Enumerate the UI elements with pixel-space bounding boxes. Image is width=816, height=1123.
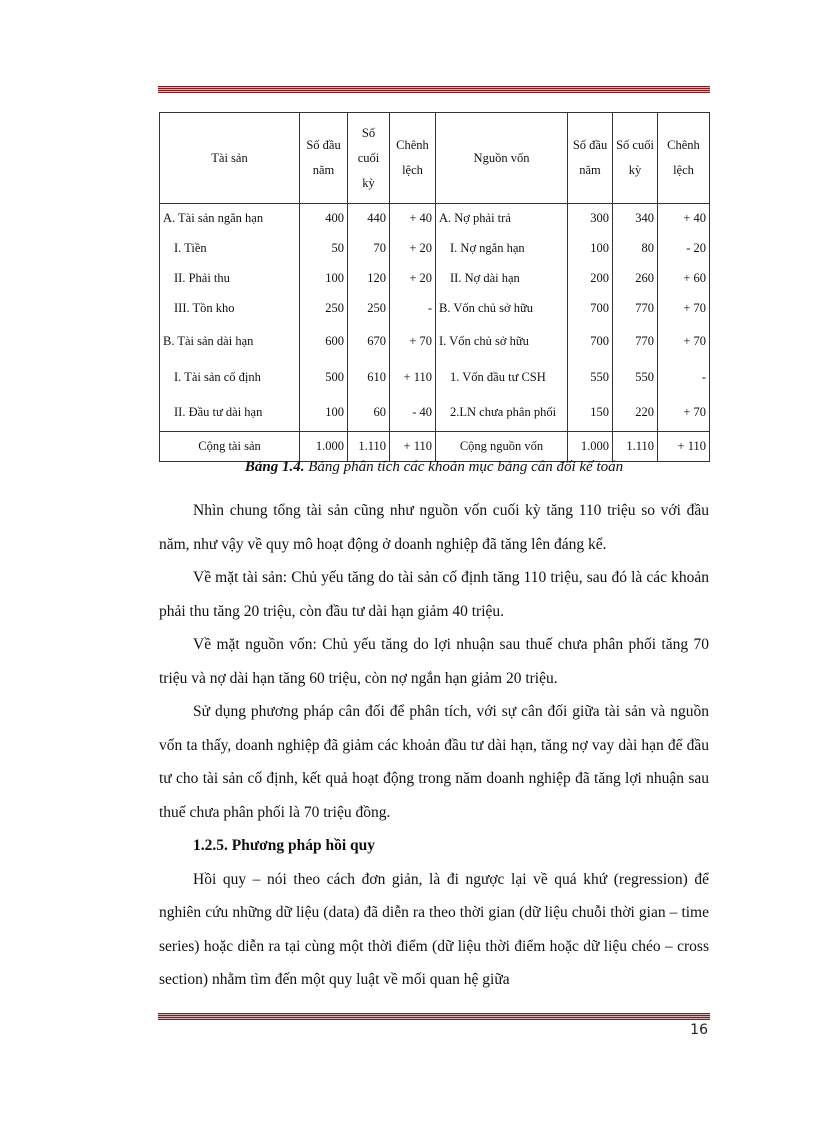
- table-header-row: [160, 113, 710, 204]
- cell: 1.000: [568, 432, 613, 462]
- cell: A. Nợ phải trả: [436, 204, 568, 234]
- cell: 250: [300, 294, 348, 324]
- cell: + 70: [658, 396, 710, 432]
- cell: 550: [613, 360, 658, 396]
- cell: 50: [300, 234, 348, 264]
- cell: 100: [568, 234, 613, 264]
- col-header: Chênh lệch: [658, 113, 710, 204]
- cell: B. Tài sản dài hạn: [160, 324, 300, 360]
- paragraph: Về mặt nguồn vốn: Chủ yếu tăng do lợi nhuận sau thuế chưa phân phối tăng 70 triệu và nợ dài hạn tăng 60 triệu, còn nợ ngắn hạn giảm 20 triệu.: [159, 636, 709, 687]
- table-row: [160, 294, 710, 324]
- cell: 250: [348, 294, 390, 324]
- paragraph: Nhìn chung tổng tài sản cũng như nguồn vốn cuối kỳ tăng 110 triệu so với đầu năm, như vậy về quy mô hoạt động ở doanh nghiệp đã tăng lên đáng kể.: [159, 502, 709, 553]
- cell: 1.000: [300, 432, 348, 462]
- cell: + 40: [390, 204, 436, 234]
- page-number: 16: [690, 1022, 708, 1038]
- cell: 220: [613, 396, 658, 432]
- cell: 200: [568, 264, 613, 294]
- cell: 300: [568, 204, 613, 234]
- cell: 770: [613, 294, 658, 324]
- cell: B. Vốn chủ sở hữu: [436, 294, 568, 324]
- col-header: Chênh lệch: [390, 113, 436, 204]
- caption-label: Bảng 1.4.: [244, 459, 305, 475]
- header-rule: [158, 86, 710, 93]
- col-header: Số đầu năm: [568, 113, 613, 204]
- col-header: Số cuối kỳ: [348, 113, 390, 204]
- cell: + 40: [658, 204, 710, 234]
- cell: + 110: [390, 432, 436, 462]
- cell: II. Nợ dài hạn: [436, 264, 568, 294]
- cell: 2.LN chưa phân phối: [436, 396, 568, 432]
- cell: -: [658, 360, 710, 396]
- col-header: Số cuối kỳ: [613, 113, 658, 204]
- col-header: Số đầu năm: [300, 113, 348, 204]
- cell: III. Tồn kho: [160, 294, 300, 324]
- body-text: [159, 494, 709, 997]
- cell: I. Tài sản cố định: [160, 360, 300, 396]
- table-row: [160, 360, 710, 396]
- cell: 260: [613, 264, 658, 294]
- cell: -: [390, 294, 436, 324]
- cell: + 60: [658, 264, 710, 294]
- col-header: Tài sản: [160, 113, 300, 204]
- cell: 60: [348, 396, 390, 432]
- cell: 700: [568, 294, 613, 324]
- table-row: [160, 324, 710, 360]
- table-row: [160, 204, 710, 234]
- cell: + 20: [390, 264, 436, 294]
- cell: 100: [300, 396, 348, 432]
- paragraph: Về mặt tài sản: Chủ yếu tăng do tài sản cố định tăng 110 triệu, sau đó là các khoản phải thu tăng 20 triệu, còn đầu tư dài hạn giảm 40 triệu.: [159, 569, 709, 620]
- cell: 70: [348, 234, 390, 264]
- cell: 670: [348, 324, 390, 360]
- cell: 700: [568, 324, 613, 360]
- caption-text: Bảng phân tích các khoản mục bảng cân đối kế toán: [304, 459, 624, 475]
- paragraph: Hồi quy – nói theo cách đơn giản, là đi ngược lại về quá khứ (regression) để nghiên cứu những dữ liệu (data) đã diễn ra theo thời gian (dữ liệu chuỗi thời gian – time series) hoặc diễn ra tại cùng một thời điểm (dữ liệu thời điểm hoặc dữ liệu chéo – cross section) nhằm tìm đến một quy luật về mối quan hệ giữa: [159, 870, 709, 988]
- cell: I. Nợ ngắn hạn: [436, 234, 568, 264]
- cell: + 70: [658, 324, 710, 360]
- cell: 1. Vốn đầu tư CSH: [436, 360, 568, 396]
- section-heading: 1.2.5. Phương pháp hồi quy: [193, 837, 375, 854]
- col-header: Nguồn vốn: [436, 113, 568, 204]
- cell: 1.110: [348, 432, 390, 462]
- cell: 120: [348, 264, 390, 294]
- cell: 550: [568, 360, 613, 396]
- cell: + 70: [390, 324, 436, 360]
- cell: + 110: [390, 360, 436, 396]
- cell: 150: [568, 396, 613, 432]
- paragraph: Sử dụng phương pháp cân đối để phân tích, với sự cân đối giữa tài sản và nguồn vốn ta thấy, doanh nghiệp đã giảm các khoản đầu tư dài hạn, tăng nợ vay dài hạn để đầu tư cho tài sản cố định, kết quả hoạt động trong năm doanh nghiệp đã tăng lợi nhuận sau thuế chưa phân phối là 70 triệu đồng.: [159, 703, 709, 821]
- cell: Cộng nguồn vốn: [436, 432, 568, 462]
- cell: 1.110: [613, 432, 658, 462]
- cell: II. Phải thu: [160, 264, 300, 294]
- cell: 80: [613, 234, 658, 264]
- cell: 340: [613, 204, 658, 234]
- cell: 610: [348, 360, 390, 396]
- cell: + 70: [658, 294, 710, 324]
- cell: I. Vốn chủ sở hữu: [436, 324, 568, 360]
- footer-rule: [158, 1013, 710, 1020]
- table-row: [160, 264, 710, 294]
- cell: 100: [300, 264, 348, 294]
- cell: 440: [348, 204, 390, 234]
- cell: 500: [300, 360, 348, 396]
- table-row: [160, 396, 710, 432]
- cell: + 110: [658, 432, 710, 462]
- cell: 600: [300, 324, 348, 360]
- table-row: [160, 234, 710, 264]
- cell: Cộng tài sản: [160, 432, 300, 462]
- balance-sheet-table: [159, 112, 710, 462]
- table-total-row: [160, 432, 710, 462]
- cell: - 40: [390, 396, 436, 432]
- cell: 400: [300, 204, 348, 234]
- cell: A. Tài sản ngắn hạn: [160, 204, 300, 234]
- cell: II. Đầu tư dài hạn: [160, 396, 300, 432]
- cell: 770: [613, 324, 658, 360]
- cell: - 20: [658, 234, 710, 264]
- cell: I. Tiền: [160, 234, 300, 264]
- table-caption: [159, 459, 709, 476]
- cell: + 20: [390, 234, 436, 264]
